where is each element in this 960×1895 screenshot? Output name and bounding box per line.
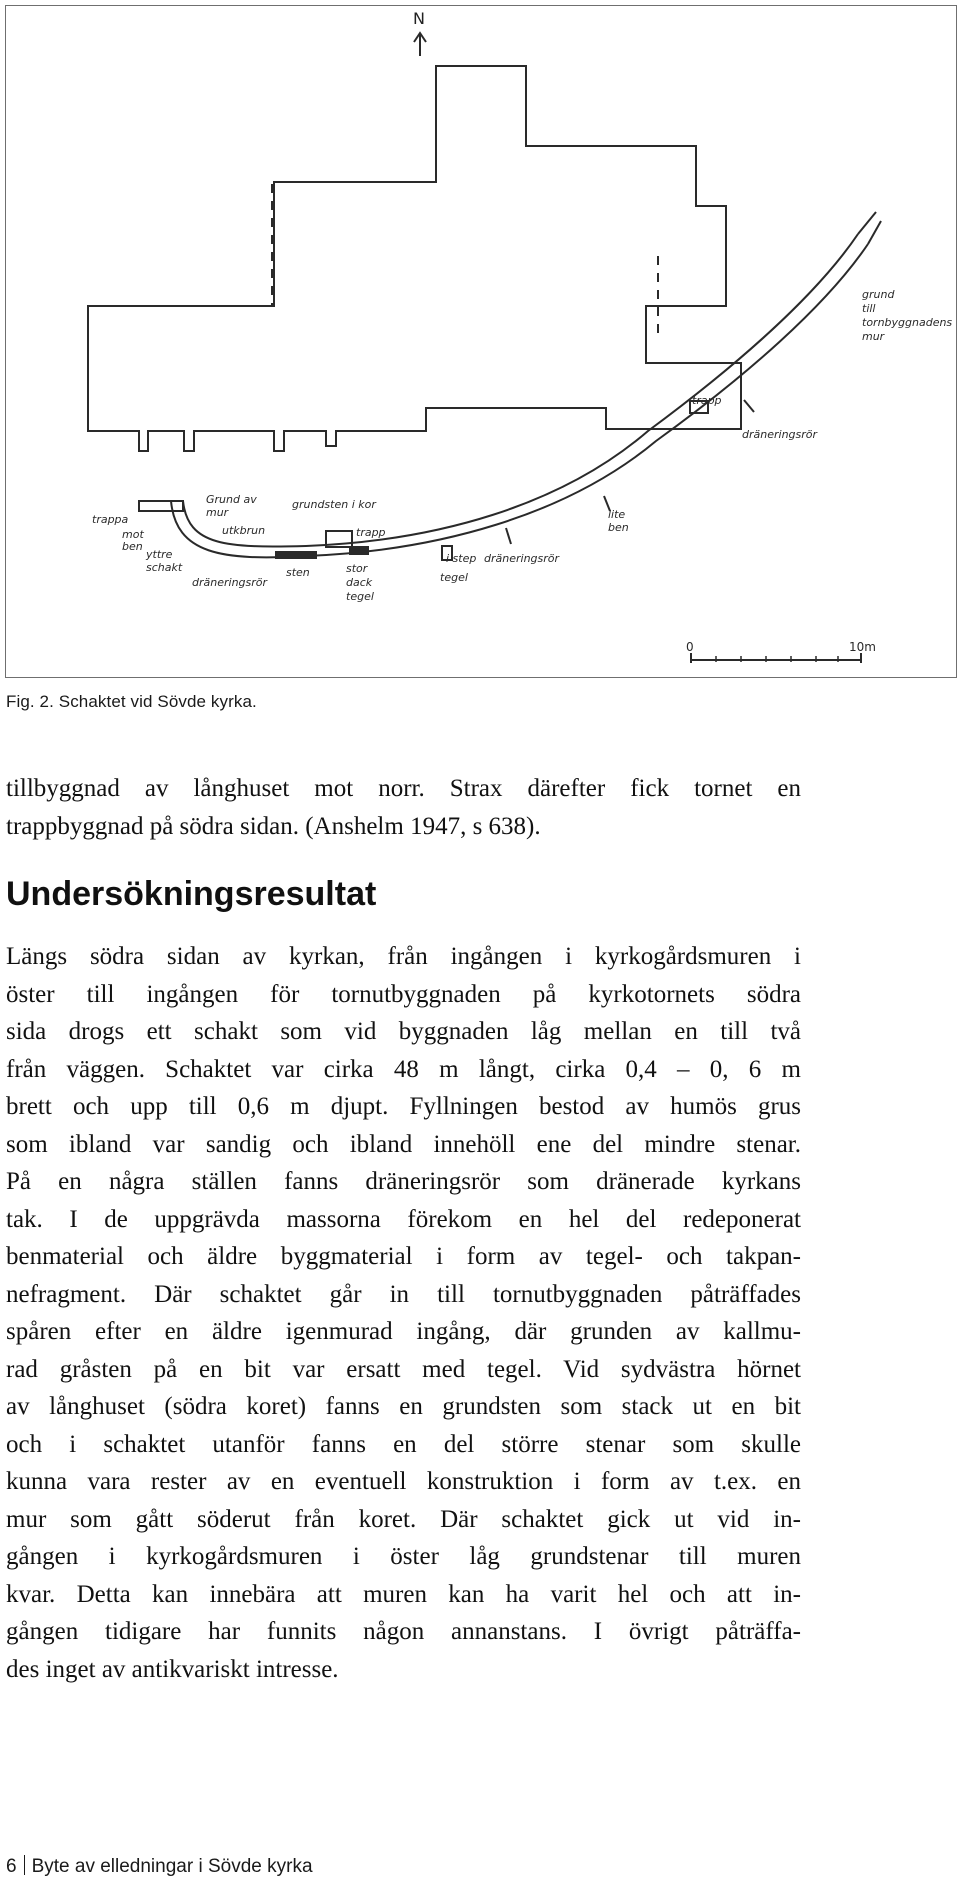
intro-line: trappbyggnad på södra sidan. (Anshelm 1947, s 638). bbox=[6, 812, 541, 840]
trench-path bbox=[171, 212, 881, 557]
label-tegel: tegel bbox=[346, 590, 374, 603]
label-dack: dack bbox=[346, 576, 373, 589]
stone-block bbox=[276, 552, 316, 558]
site-plan-figure bbox=[5, 5, 957, 678]
label-utkbrun: utkbrun bbox=[222, 524, 266, 537]
north-label: N bbox=[413, 9, 425, 28]
body-line: nefragment. Där schaktet går in till tornutbyggnaden påträffades bbox=[6, 1280, 801, 1308]
page-number: 6 bbox=[6, 1856, 17, 1877]
body-line: kunna vara rester av en eventuell konstruktion i form av t.ex. en bbox=[6, 1468, 801, 1495]
section-heading: Undersökningsresultat bbox=[6, 875, 377, 913]
label-trapp-right: trapp bbox=[692, 394, 722, 407]
label-dranering-right: dräneringsrör bbox=[742, 428, 818, 441]
label-dranering-mid: dräneringsrör bbox=[484, 552, 560, 565]
body-line: benmaterial och äldre byggmaterial i form av tegel- och takpan- bbox=[6, 1243, 801, 1270]
body-line: brett och upp till 0,6 m djupt. Fyllningen bestod av humös grus bbox=[6, 1093, 801, 1120]
trench-start-block bbox=[139, 501, 183, 511]
body-line: som ibland var sandig och ibland innehöll ene del mindre stenar. bbox=[6, 1130, 801, 1158]
label-till: till bbox=[862, 302, 876, 315]
body-line: öster till ingången för tornutbyggnaden på kyrkotornets södra bbox=[6, 980, 801, 1008]
label-schakt: schakt bbox=[146, 561, 183, 574]
site-plan-drawing bbox=[6, 6, 958, 679]
body-line: På en några ställen fanns dräneringsrör som dränerade kyrkans bbox=[6, 1168, 801, 1195]
stone-block bbox=[350, 547, 368, 554]
footer-divider bbox=[24, 1855, 25, 1875]
body-line: och i schaktet utanför fanns en del större stenar som skulle bbox=[6, 1430, 801, 1458]
footer-title: Byte av elledningar i Sövde kyrka bbox=[31, 1856, 313, 1877]
body-line: från väggen. Schaktet var cirka 48 m långt, cirka 0,4 – 0, 6 m bbox=[6, 1055, 801, 1083]
label-ben: ben bbox=[608, 521, 629, 534]
body-line: gången i kyrkogårdsmuren i öster låg grundstenar till muren bbox=[6, 1543, 801, 1570]
body-line: rad gråsten på en bit var ersatt med tegel. Vid sydvästra hörnet bbox=[6, 1355, 801, 1383]
body-line: kvar. Detta kan innebära att muren kan ha varit hel och att in- bbox=[6, 1580, 801, 1608]
label-yttre: yttre bbox=[146, 548, 173, 561]
north-arrow-icon bbox=[413, 9, 426, 56]
body-line: gången tidigare har funnits någon annanstans. I övrigt påträffa- bbox=[6, 1618, 801, 1645]
label-sten: sten bbox=[286, 566, 310, 579]
label-grundsten: grundsten i kor bbox=[292, 498, 376, 511]
label-ben-left: ben bbox=[122, 540, 143, 553]
page-footer bbox=[6, 1855, 313, 1878]
body-line: mur som gått söderut från koret. Där schaktet gick ut vid in- bbox=[6, 1505, 801, 1533]
body-line: Längs södra sidan av kyrkan, från ingången i kyrkogårdsmuren i bbox=[6, 943, 801, 970]
label-grund: grund bbox=[862, 288, 895, 301]
figure-caption: Fig. 2. Schaktet vid Sövde kyrka. bbox=[6, 692, 257, 711]
label-mur: mur bbox=[862, 330, 885, 343]
intro-line: tillbyggnad av långhuset mot norr. Strax därefter fick tornet en bbox=[6, 775, 801, 802]
scale-label-ten: 10m bbox=[849, 640, 876, 654]
label-dranering-left: dräneringsrör bbox=[192, 576, 268, 589]
scale-bar bbox=[686, 640, 876, 663]
body-line: av långhuset (södra koret) fanns en grundsten som stack ut en bit bbox=[6, 1393, 801, 1420]
label-mot: mot bbox=[122, 528, 144, 541]
body-line: des inget av antikvariskt intresse. bbox=[6, 1655, 339, 1683]
label-mur-left: mur bbox=[206, 506, 229, 519]
body-line: spåren efter en äldre igenmurad ingång, där grunden av kallmu- bbox=[6, 1318, 801, 1345]
label-tegel-mid: tegel bbox=[440, 571, 468, 584]
label-stor: stor bbox=[346, 562, 368, 575]
label-lite: lite bbox=[608, 508, 626, 521]
label-trapp-mid: trapp bbox=[356, 526, 386, 539]
label-step: i step bbox=[446, 552, 477, 565]
label-trappa: trappa bbox=[92, 513, 129, 526]
scale-label-zero: 0 bbox=[686, 640, 694, 654]
church-outline bbox=[88, 66, 741, 451]
label-grund-av: Grund av bbox=[206, 493, 257, 506]
results-paragraph bbox=[6, 938, 801, 1688]
intro-paragraph bbox=[6, 770, 801, 845]
body-line: sida drogs ett schakt som vid byggnaden låg mellan en till två bbox=[6, 1018, 801, 1045]
label-tornbyggnadens: tornbyggnadens bbox=[862, 316, 953, 329]
body-line: tak. I de uppgrävda massorna förekom en hel del redeponerat bbox=[6, 1205, 801, 1233]
